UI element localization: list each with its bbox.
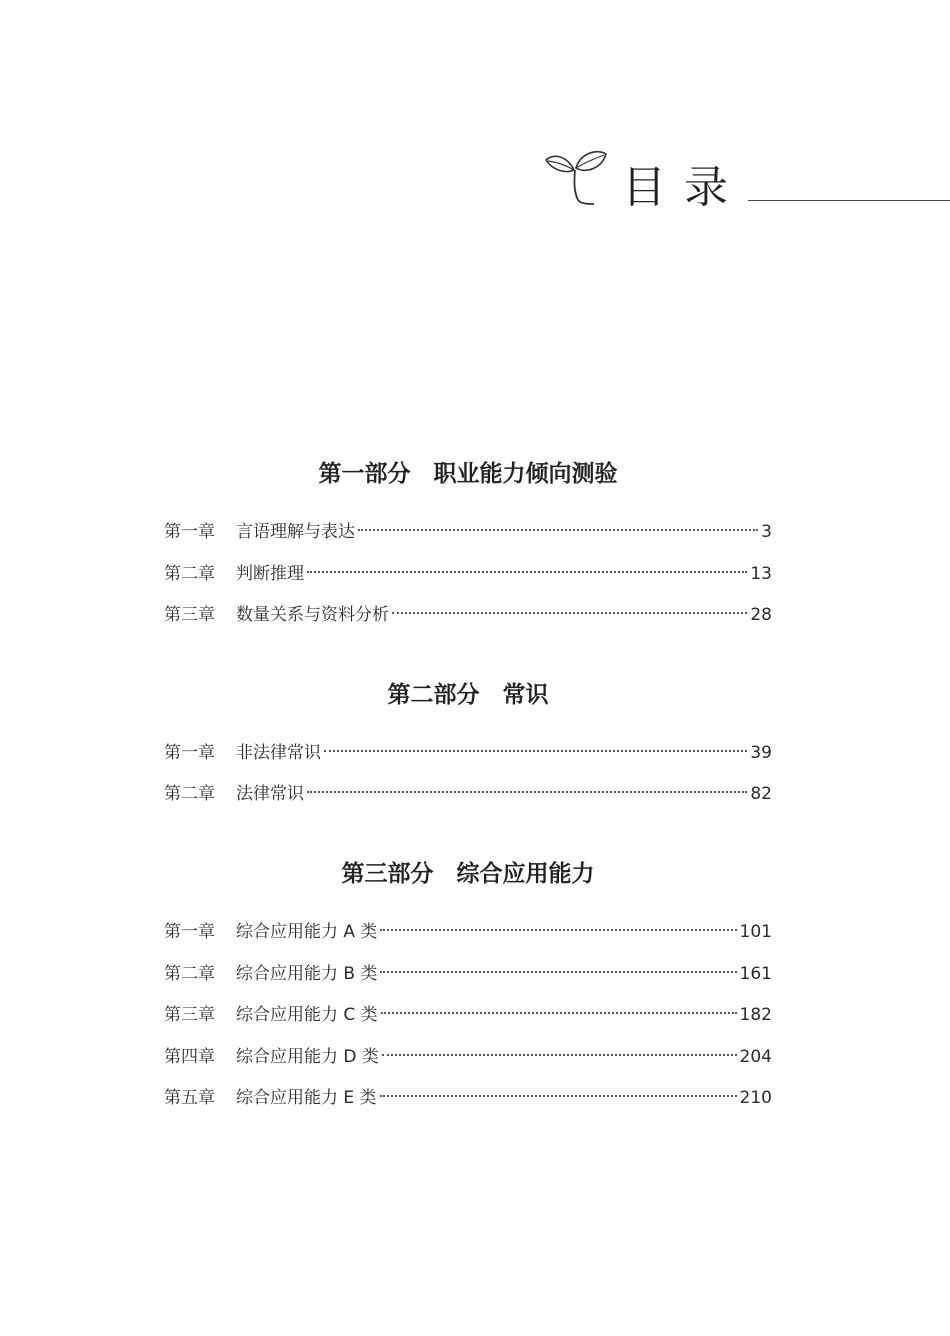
page-number: 28 bbox=[750, 605, 772, 626]
toc-entry[interactable] bbox=[164, 995, 772, 1037]
chapter-number: 第五章 bbox=[164, 1088, 215, 1109]
toc-entry[interactable] bbox=[164, 774, 772, 816]
chapter-name: 非法律常识 bbox=[236, 742, 321, 763]
part-title: 第二部分 常识 bbox=[387, 680, 549, 708]
part-title: 第一部分 职业能力倾向测验 bbox=[318, 460, 618, 487]
chapter-list bbox=[164, 912, 772, 1120]
toc-entry[interactable] bbox=[164, 912, 772, 954]
table-of-contents bbox=[164, 452, 772, 1120]
chapter-name: 综合应用能力 B 类 bbox=[236, 963, 378, 984]
section-gap bbox=[164, 637, 772, 673]
chapter-number: 第一章 bbox=[164, 921, 215, 942]
chapter-name: 综合应用能力 D 类 bbox=[236, 1046, 379, 1067]
toc-entry[interactable] bbox=[164, 1078, 772, 1120]
toc-entry[interactable] bbox=[164, 954, 772, 996]
toc-entry[interactable] bbox=[164, 595, 772, 637]
chapter-name: 判断推理 bbox=[236, 563, 304, 584]
dot-leader bbox=[382, 1054, 737, 1056]
sprout-icon bbox=[544, 146, 610, 206]
part-3 bbox=[164, 852, 772, 1120]
chapter-number: 第二章 bbox=[164, 784, 215, 805]
dot-leader bbox=[392, 612, 747, 614]
chapter-number: 第三章 bbox=[164, 605, 215, 626]
dot-leader bbox=[324, 750, 747, 752]
section-gap bbox=[164, 816, 772, 852]
part-2 bbox=[164, 673, 772, 816]
page-number: 204 bbox=[739, 1046, 772, 1067]
dot-leader bbox=[307, 791, 747, 793]
page-number: 210 bbox=[739, 1088, 772, 1109]
chapter-name: 综合应用能力 C 类 bbox=[236, 1005, 378, 1026]
page-number: 13 bbox=[750, 563, 772, 584]
chapter-name: 言语理解与表达 bbox=[236, 522, 355, 542]
page-number: 101 bbox=[739, 921, 772, 942]
page-number: 39 bbox=[750, 742, 772, 763]
chapter-name: 综合应用能力 A 类 bbox=[236, 921, 378, 942]
page-number: 161 bbox=[739, 963, 772, 984]
chapter-number: 第二章 bbox=[164, 963, 215, 984]
toc-entry[interactable] bbox=[164, 1037, 772, 1079]
chapter-number: 第一章 bbox=[164, 742, 215, 763]
dot-leader bbox=[358, 529, 758, 531]
dot-leader bbox=[380, 971, 736, 973]
toc-entry[interactable] bbox=[164, 554, 772, 596]
toc-entry[interactable] bbox=[164, 512, 772, 554]
chapter-number: 第一章 bbox=[164, 522, 215, 542]
toc-header bbox=[540, 140, 950, 230]
dot-leader bbox=[380, 1095, 737, 1097]
page-number: 3 bbox=[761, 522, 772, 542]
page-title: 目录 bbox=[622, 162, 746, 213]
chapter-name: 法律常识 bbox=[236, 784, 304, 805]
part-title: 第三部分 综合应用能力 bbox=[341, 859, 595, 887]
chapter-number: 第三章 bbox=[164, 1005, 215, 1026]
chapter-list bbox=[164, 733, 772, 816]
chapter-name: 数量关系与资料分析 bbox=[236, 605, 389, 626]
page-number: 182 bbox=[739, 1005, 772, 1026]
chapter-list bbox=[164, 512, 772, 637]
dot-leader bbox=[307, 571, 747, 573]
chapter-name: 综合应用能力 E 类 bbox=[236, 1088, 377, 1109]
page-number: 82 bbox=[750, 784, 772, 805]
chapter-number: 第二章 bbox=[164, 563, 215, 584]
chapter-number: 第四章 bbox=[164, 1046, 215, 1067]
title-rule bbox=[748, 200, 950, 201]
dot-leader bbox=[381, 1012, 737, 1014]
dot-leader bbox=[380, 929, 736, 931]
toc-entry[interactable] bbox=[164, 733, 772, 775]
part-1 bbox=[164, 452, 772, 637]
